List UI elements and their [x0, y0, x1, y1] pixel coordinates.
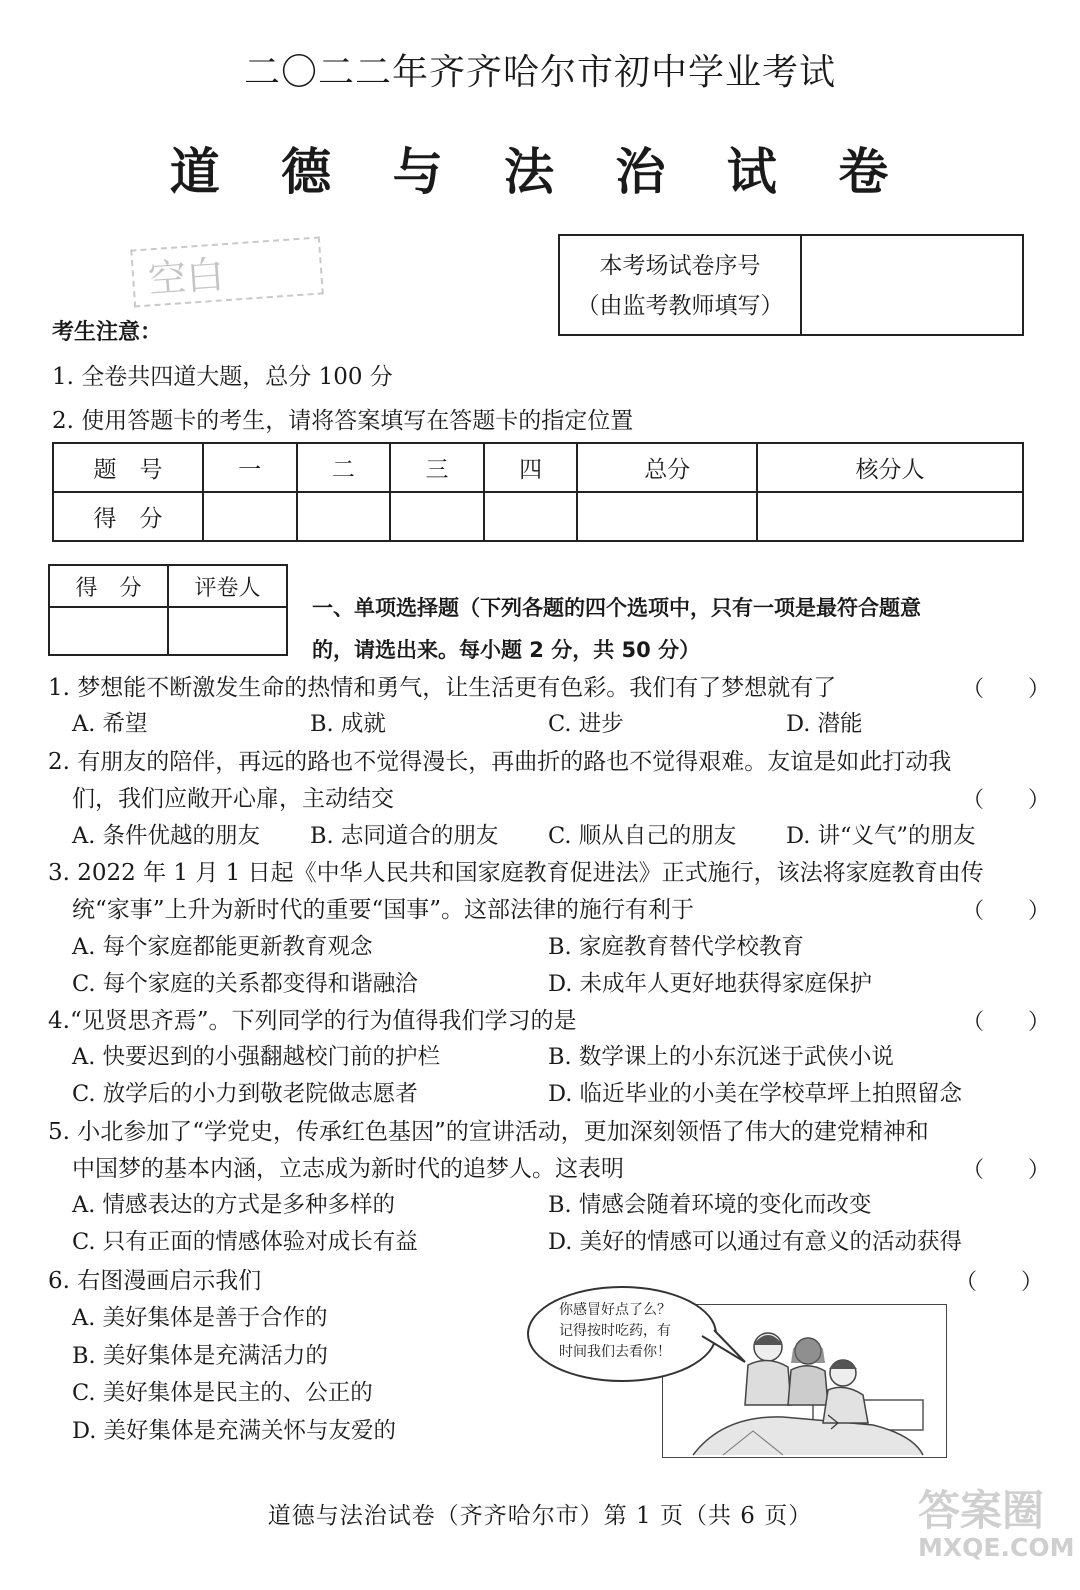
score-header-cell: 核分人: [757, 443, 1023, 492]
watermark-logo: [918, 1488, 1074, 1562]
score-header-cell: 二: [297, 443, 391, 492]
score-cell[interactable]: [203, 492, 297, 541]
question-6-option-c: C. 美好集体是民主的、公正的: [72, 1380, 373, 1406]
question-2-option-d: D. 讲“义气”的朋友: [786, 823, 976, 849]
question-5-text-line1: 5. 小北参加了“学党史，传承红色基因”的宣讲活动，更加深刻领悟了伟大的建党精神和: [48, 1119, 929, 1145]
answer-blank[interactable]: （ ）: [962, 677, 1051, 702]
answer-blank[interactable]: （ ）: [962, 1010, 1051, 1035]
question-3-option-b: B. 家庭教育替代学校教育: [548, 934, 804, 960]
page-footer: 道德与法治试卷（齐齐哈尔市）第 1 页（共 6 页）: [267, 1503, 813, 1529]
grader-name-label: 评卷人: [168, 565, 287, 607]
question-3-option-d: D. 未成年人更好地获得家庭保护: [548, 971, 873, 997]
question-6-text: 6. 右图漫画启示我们: [48, 1268, 262, 1294]
serial-label-line2: （由监考教师填写）: [576, 293, 784, 319]
question-1-option-a: A. 希望: [72, 711, 148, 737]
watermark-line2: MXQE.COM: [918, 1533, 1075, 1562]
score-cell[interactable]: [757, 492, 1023, 541]
question-6-option-a: A. 美好集体是善于合作的: [72, 1305, 328, 1331]
answer-blank[interactable]: （ ）: [955, 1270, 1044, 1295]
exam-title: 二〇二二年齐齐哈尔市初中学业考试: [243, 52, 836, 93]
answer-blank[interactable]: （ ）: [962, 788, 1051, 813]
grader-score-label: 得 分: [49, 565, 168, 607]
grader-box: [48, 564, 288, 656]
section-1-instructions-line1: 一、单项选择题（下列各题的四个选项中，只有一项是最符合题意: [312, 596, 921, 620]
score-row-label: 得 分: [53, 492, 203, 541]
blank-stamp: 空白: [130, 236, 324, 307]
question-5-text-line2: 中国梦的基本内涵，立志成为新时代的追梦人。这表明: [72, 1156, 624, 1182]
answer-blank[interactable]: （ ）: [962, 899, 1051, 924]
question-2-text-line2: 们，我们应敞开心扉，主动结交: [72, 786, 394, 812]
speech-bubble-line2: 记得按时吃药，有: [559, 1323, 671, 1339]
score-cell[interactable]: [390, 492, 484, 541]
score-cell[interactable]: [484, 492, 578, 541]
question-2-option-b: B. 志同道合的朋友: [310, 823, 499, 849]
score-table-header-row: [53, 443, 1023, 492]
question-1-option-c: C. 进步: [548, 711, 624, 737]
question-3-text-line1: 3. 2022 年 1 月 1 日起《中华人民共和国家庭教育促进法》正式施行，该法将家庭教育由传: [48, 860, 984, 886]
speech-bubble-line3: 时间我们去看你！: [559, 1344, 671, 1360]
question-5-option-d: D. 美好的情感可以通过有意义的活动获得: [548, 1229, 963, 1255]
score-header-cell: 四: [484, 443, 578, 492]
subject-title: 道 德 与 法 治 试 卷: [169, 142, 911, 201]
question-5-option-b: B. 情感会随着环境的变化而改变: [548, 1192, 872, 1218]
serial-label: [560, 236, 802, 334]
question-2-option-c: C. 顺从自己的朋友: [548, 823, 737, 849]
serial-label-line1: 本考场试卷序号: [599, 253, 761, 279]
serial-number-box: [558, 234, 1024, 336]
question-1-option-d: D. 潜能: [786, 711, 863, 737]
question-6-option-b: B. 美好集体是充满活力的: [72, 1343, 328, 1369]
question-5-option-a: A. 情感表达的方式是多种多样的: [72, 1192, 396, 1218]
grader-score-cell[interactable]: [49, 607, 168, 655]
question-5-option-c: C. 只有正面的情感体验对成长有益: [72, 1229, 418, 1255]
score-header-cell: 总分: [577, 443, 757, 492]
score-cell[interactable]: [577, 492, 757, 541]
question-2-text-line1: 2. 有朋友的陪伴，再远的路也不觉得漫长，再曲折的路也不觉得艰难。友谊是如此打动我: [48, 749, 952, 775]
question-3-option-c: C. 每个家庭的关系都变得和谐融洽: [72, 971, 418, 997]
score-table: [52, 442, 1024, 542]
score-header-cell: 三: [390, 443, 484, 492]
question-4-option-b: B. 数学课上的小东沉迷于武侠小说: [548, 1044, 894, 1070]
speech-bubble: [527, 1286, 717, 1382]
question-2-option-a: A. 条件优越的朋友: [72, 823, 261, 849]
notice-item-2: 2. 使用答题卡的考生，请将答案填写在答题卡的指定位置: [52, 408, 634, 434]
score-header-cell: 题 号: [53, 443, 203, 492]
answer-blank[interactable]: （ ）: [962, 1158, 1051, 1183]
speech-bubble-line1: 你感冒好点了么？: [559, 1302, 671, 1318]
score-table-score-row: [53, 492, 1023, 541]
serial-value-cell[interactable]: [802, 236, 1022, 334]
question-3-option-a: A. 每个家庭都能更新教育观念: [72, 934, 373, 960]
score-header-cell: 一: [203, 443, 297, 492]
grader-name-cell[interactable]: [168, 607, 287, 655]
notice-item-1: 1. 全卷共四道大题，总分 100 分: [52, 364, 393, 390]
question-4-option-a: A. 快要迟到的小强翻越校门前的护栏: [72, 1044, 441, 1070]
question-6-option-d: D. 美好集体是充满关怀与友爱的: [72, 1418, 397, 1444]
score-cell[interactable]: [297, 492, 391, 541]
question-1-text: 1. 梦想能不断激发生命的热情和勇气，让生活更有色彩。我们有了梦想就有了: [48, 675, 837, 701]
speech-bubble-tail: [700, 1328, 760, 1368]
question-4-option-d: D. 临近毕业的小美在学校草坪上拍照留念: [548, 1081, 963, 1107]
question-3-text-line2: 统“家事”上升为新时代的重要“国事”。这部法律的施行有利于: [72, 897, 695, 923]
question-4-option-c: C. 放学后的小力到敬老院做志愿者: [72, 1081, 418, 1107]
section-1-instructions-line2: 的，请选出来。每小题 2 分，共 50 分）: [312, 638, 701, 662]
watermark-line1: 答案圈: [918, 1486, 1045, 1535]
notice-heading: 考生注意：: [52, 320, 163, 345]
question-4-text: 4.“见贤思齐焉”。下列同学的行为值得我们学习的是: [48, 1008, 577, 1034]
question-1-option-b: B. 成就: [310, 711, 386, 737]
